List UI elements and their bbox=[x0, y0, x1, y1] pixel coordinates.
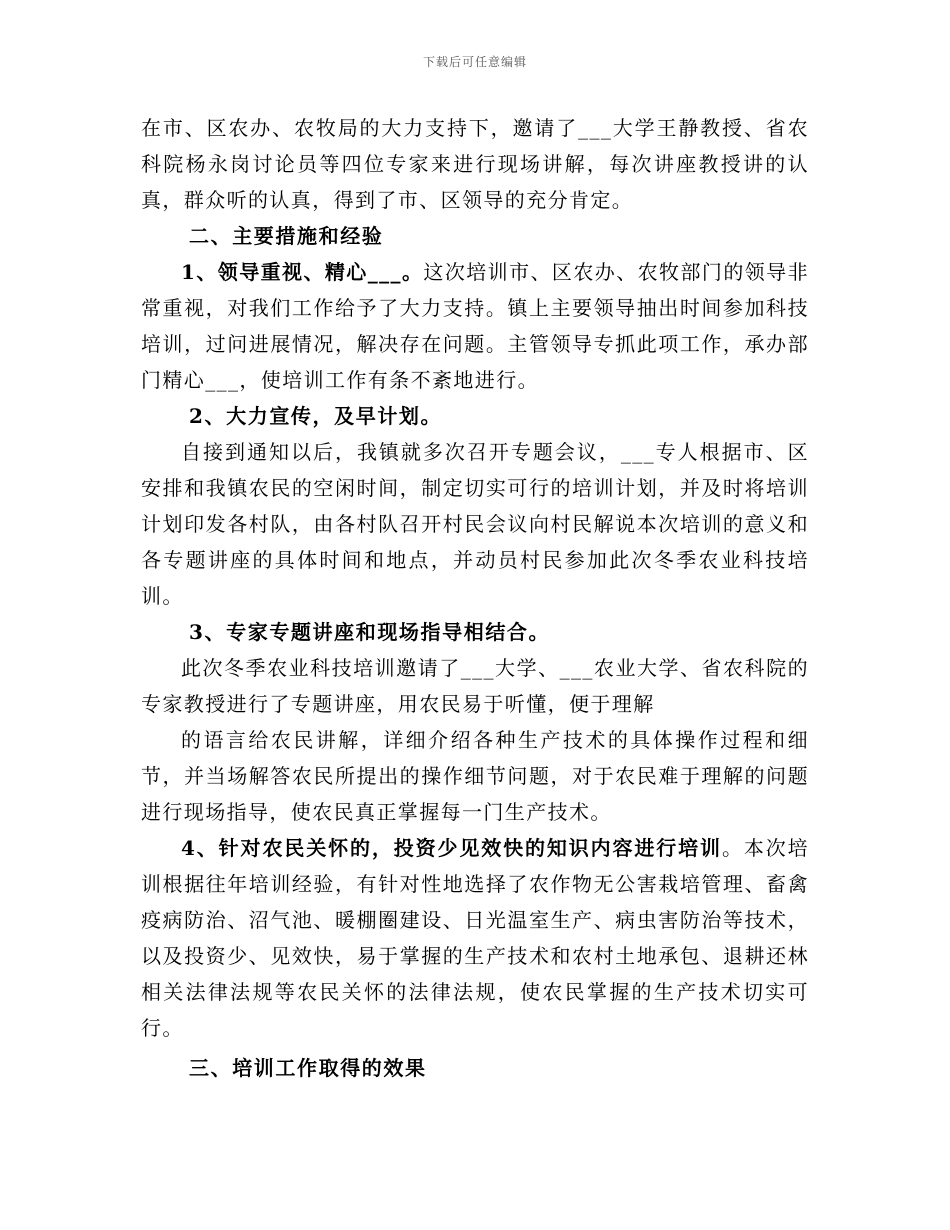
item-1-text: 这次培训市、区农办、农牧部门的领导非常重视，对我们工作给予了大力支持。镇上主要领导抽出时间参加科技培训，过问进展情况，解决存在问题。主管领导专抓此项工作，承办部门精心___，使培训工作有条不紊地进行。 bbox=[141, 260, 809, 392]
item-2-paragraph: 自接到通知以后，我镇就多次召开专题会议，___专人根据市、区安排和我镇农民的空闲时间，制定切实可行的培训计划，并及时将培训计划印发各村队，由各村队召开村民会议向村民解说本次培训的意义和各专题讲座的具体时间和地点，并动员村民参加此次冬季农业科技培训。 bbox=[141, 440, 809, 608]
item-3-paragraph-b: 的语言给农民讲解，详细介绍各种生产技术的具体操作过程和细节，并当场解答农民所提出的操作细节问题，对于农民难于理解的问题进行现场指导，使农民真正掌握每一门生产技术。 bbox=[141, 728, 809, 824]
item-3-paragraph-a: 此次冬季农业科技培训邀请了___大学、___农业大学、省农科院的专家教授进行了专题讲座，用农民易于听懂，便于理解 bbox=[141, 656, 809, 716]
section-heading-results: 三、培训工作取得的效果 bbox=[189, 1056, 427, 1080]
item-1-title: 1、领导重视、精心___。 bbox=[181, 260, 424, 284]
item-1-paragraph bbox=[141, 254, 809, 398]
page-header: 下载后可任意编辑 bbox=[422, 55, 527, 69]
item-4-paragraph bbox=[141, 830, 809, 1046]
item-3-title: 3、专家专题讲座和现场指导相结合。 bbox=[189, 620, 551, 644]
intro-paragraph: 在市、区农办、农牧局的大力支持下，邀请了___大学王静教授、省农科院杨永岗讨论员等四位专家来进行现场讲解，每次讲座教授讲的认真，群众听的认真，得到了市、区领导的充分肯定。 bbox=[141, 116, 809, 212]
item-2-title: 2、大力宣传，及早计划。 bbox=[189, 404, 443, 428]
item-4-text: 。本次培训根据往年培训经验，有针对性地选择了农作物无公害栽培管理、畜禽疫病防治、沼气池、暖棚圈建设、日光温室生产、病虫害防治等技术，以及投资少、见效快，易于掌握的生产技术和农村土地承包、退耕还林相关法律法规等农民关怀的法律法规，使农民掌握的生产技术切实可行。 bbox=[141, 836, 809, 1040]
section-heading-measures: 二、主要措施和经验 bbox=[189, 224, 384, 248]
item-4-title: 4、针对农民关怀的，投资少见效快的知识内容进行培训 bbox=[181, 836, 722, 860]
document-body bbox=[141, 110, 809, 1086]
